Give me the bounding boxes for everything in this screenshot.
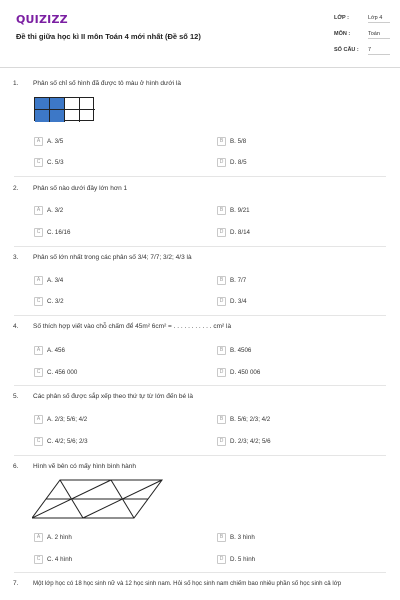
grid-cell (35, 110, 50, 122)
option-letter-box: C (34, 297, 43, 306)
option-text: D. 450 006 (230, 369, 261, 376)
option-c[interactable] (34, 555, 72, 564)
meta-grade (334, 15, 383, 21)
option-letter-box: A (34, 137, 43, 146)
option-text: A. 456 (47, 347, 65, 354)
meta-label: MÔN : (334, 31, 351, 37)
grid-cell (35, 98, 50, 110)
meta-label: SỐ CÂU : (334, 47, 359, 53)
option-letter-box: B (217, 137, 226, 146)
option-d[interactable] (217, 297, 247, 306)
option-c[interactable] (34, 368, 77, 377)
question-text: Phân số nào dưới đây lớn hơn 1 (33, 185, 128, 192)
option-letter-box: C (34, 228, 43, 237)
grid-cell (50, 110, 65, 122)
option-letter-box: D (217, 297, 226, 306)
option-text: C. 5/3 (47, 159, 64, 166)
option-d[interactable] (217, 437, 271, 446)
question-text: Phân số lớn nhất trong các phân số 3/4; 7/7; 3/2; 4/3 là (33, 254, 192, 261)
option-a[interactable] (34, 533, 72, 542)
question-divider (14, 315, 386, 316)
question-number: 5. (13, 393, 19, 400)
option-text: D. 5 hình (230, 556, 256, 563)
option-text: D. 8/5 (230, 159, 247, 166)
option-text: C. 456 000 (47, 369, 78, 376)
option-letter-box: D (217, 368, 226, 377)
question-number: 2. (13, 185, 19, 192)
option-d[interactable] (217, 158, 247, 167)
option-text: C. 4/2; 5/6; 2/3 (47, 438, 88, 445)
fraction-grid-figure (34, 97, 94, 121)
question-divider (14, 176, 386, 177)
option-letter-box: D (217, 555, 226, 564)
option-b[interactable] (217, 415, 270, 424)
option-text: B. 9/21 (230, 207, 250, 214)
option-c[interactable] (34, 437, 88, 446)
option-a[interactable] (34, 137, 63, 146)
option-letter-box: A (34, 415, 43, 424)
quizizz-logo: QUIZIZZ (16, 13, 68, 26)
grid-cell (65, 110, 80, 122)
option-b[interactable] (217, 206, 250, 215)
option-c[interactable] (34, 158, 64, 167)
question-text: Phân số chỉ số hình đã được tô màu ở hình dưới là (33, 80, 181, 87)
question-number: 3. (13, 254, 19, 261)
option-letter-box: D (217, 437, 226, 446)
option-a[interactable] (34, 415, 87, 424)
option-text: D. 3/4 (230, 298, 247, 305)
exam-title: Đề thi giữa học kì II môn Toán 4 mới nhất (Đề số 12) (16, 32, 201, 41)
question-divider (14, 385, 386, 386)
option-text: D. 2/3; 4/2; 5/6 (230, 438, 271, 445)
option-text: A. 2/3; 5/6; 4/2 (47, 416, 88, 423)
option-text: C. 3/2 (47, 298, 64, 305)
option-a[interactable] (34, 346, 65, 355)
option-letter-box: C (34, 158, 43, 167)
option-text: A. 2 hình (47, 534, 72, 541)
question-number: 6. (13, 463, 19, 470)
option-b[interactable] (217, 276, 246, 285)
option-text: C. 16/16 (47, 229, 71, 236)
grid-cell (80, 110, 95, 122)
option-letter-box: C (34, 437, 43, 446)
option-letter-box: C (34, 555, 43, 564)
option-b[interactable] (217, 346, 251, 355)
option-a[interactable] (34, 276, 63, 285)
option-letter-box: D (217, 228, 226, 237)
grid-cell (80, 98, 95, 110)
option-a[interactable] (34, 206, 63, 215)
option-b[interactable] (217, 137, 246, 146)
grid-cell (65, 98, 80, 110)
option-d[interactable] (217, 555, 255, 564)
option-c[interactable] (34, 228, 70, 237)
meta-value: 7 (368, 47, 390, 55)
option-text: C. 4 hình (47, 556, 73, 563)
option-letter-box: A (34, 206, 43, 215)
option-text: A. 3/4 (47, 277, 64, 284)
option-text: B. 4506 (230, 347, 252, 354)
option-text: A. 3/2 (47, 207, 64, 214)
option-letter-box: B (217, 533, 226, 542)
question-divider (14, 455, 386, 456)
question-divider (14, 572, 386, 573)
option-letter-box: D (217, 158, 226, 167)
question-number: 1. (13, 80, 19, 87)
question-divider (14, 246, 386, 247)
meta-question-count (334, 47, 372, 53)
worksheet-header (0, 0, 400, 68)
option-letter-box: A (34, 276, 43, 285)
question-text: Số thích hợp viết vào chỗ chấm để 45m² 6cm² = . . . . . . . . . . . cm² là (33, 323, 232, 330)
option-text: A. 3/5 (47, 138, 64, 145)
option-text: D. 8/14 (230, 229, 250, 236)
grid-cell (50, 98, 65, 110)
option-letter-box: A (34, 533, 43, 542)
option-text: B. 3 hình (230, 534, 255, 541)
option-b[interactable] (217, 533, 255, 542)
meta-label: LỚP : (334, 15, 349, 21)
option-letter-box: A (34, 346, 43, 355)
parallelogram-figure (32, 478, 164, 520)
option-letter-box: B (217, 415, 226, 424)
option-c[interactable] (34, 297, 64, 306)
option-d[interactable] (217, 368, 260, 377)
option-letter-box: C (34, 368, 43, 377)
question-number: 7. (13, 580, 19, 587)
meta-value: Toán (368, 31, 390, 39)
question-text: Các phân số được sắp xếp theo thứ tự từ lớn đến bé là (33, 393, 193, 400)
meta-subject (334, 31, 380, 37)
option-d[interactable] (217, 228, 250, 237)
option-text: B. 5/8 (230, 138, 247, 145)
question-number: 4. (13, 323, 19, 330)
option-letter-box: B (217, 276, 226, 285)
question-text: Hình vẽ bên có mấy hình bình hành (33, 463, 136, 470)
question-text: Một lớp học có 18 học sinh nữ và 12 học sinh nam. Hỏi số học sinh nam chiếm bao nhiêu phần số học sinh cả lớp (33, 580, 342, 587)
option-letter-box: B (217, 346, 226, 355)
option-text: B. 5/6; 2/3; 4/2 (230, 416, 271, 423)
option-letter-box: B (217, 206, 226, 215)
meta-value: Lớp 4 (368, 15, 390, 23)
option-text: B. 7/7 (230, 277, 247, 284)
